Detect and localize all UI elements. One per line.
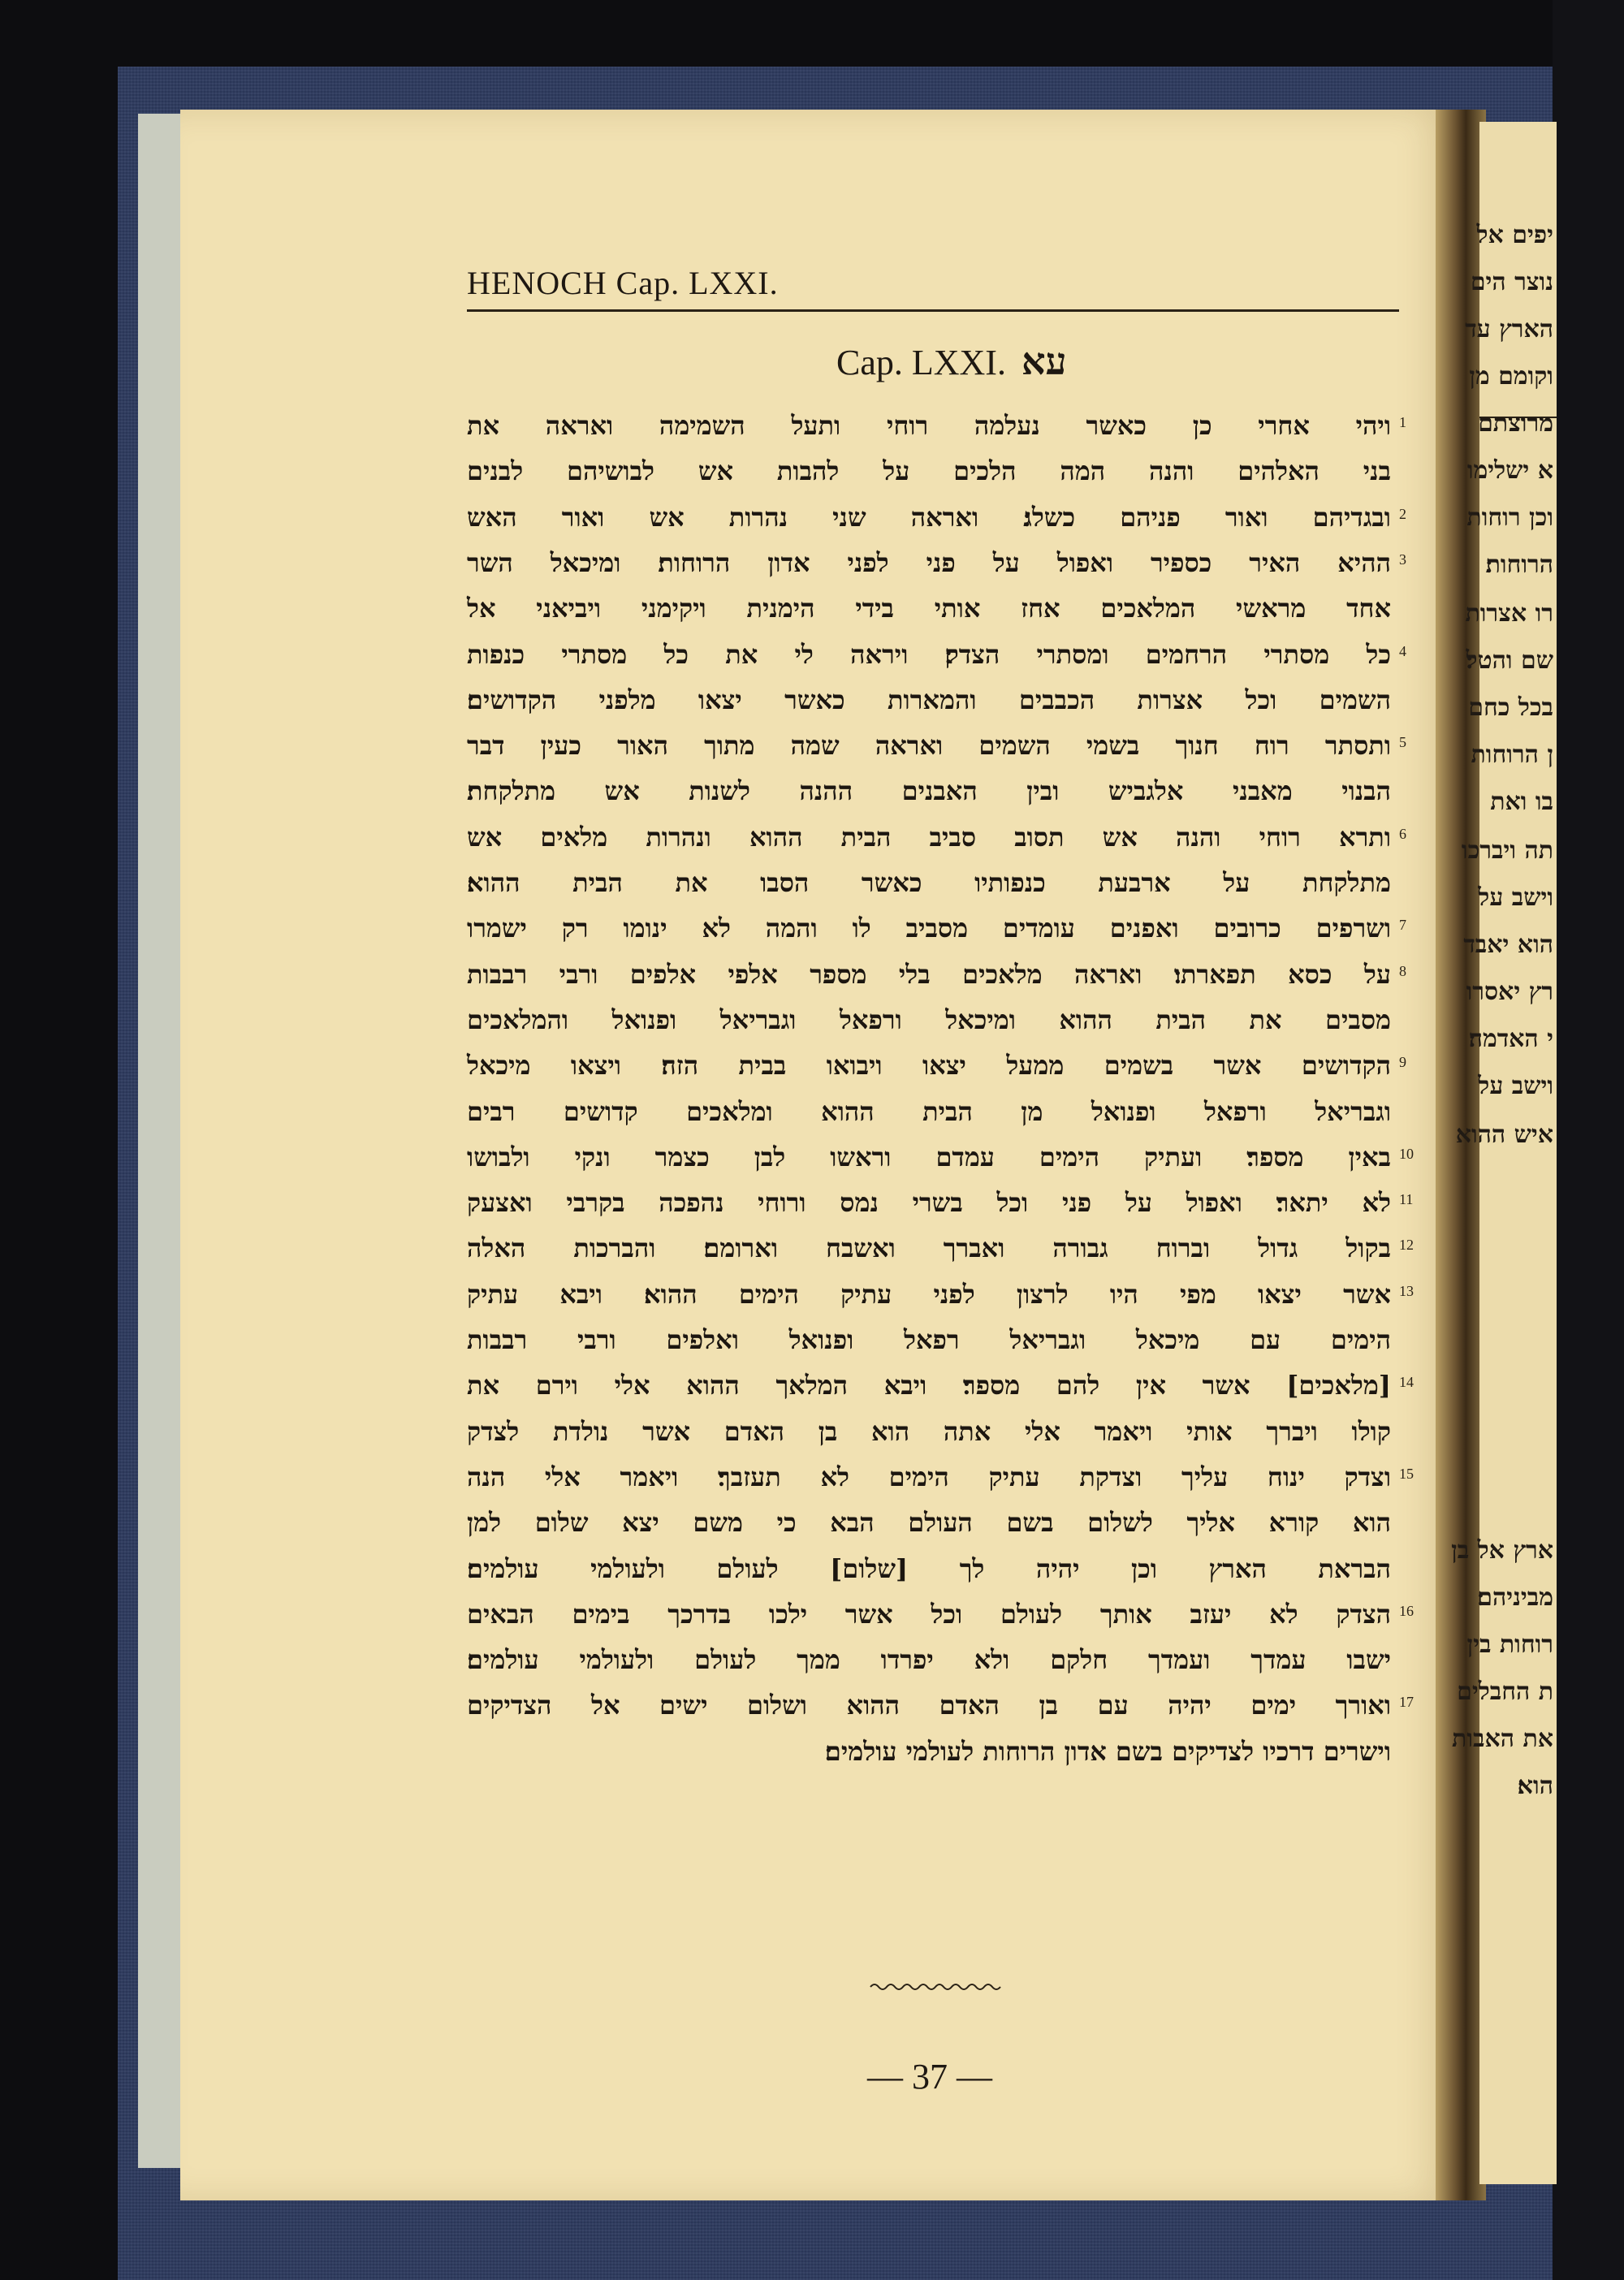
text-line: בקול גדול וברוח גבורה ואברך ואשבח וארומם׃ והברכות האלה xyxy=(467,1233,1391,1263)
facing-page-fragment: הארץ עד xyxy=(1465,315,1553,343)
text-line: לא יתאר׃ ואפול על פני וכל בשרי נמס ורוחי נהפכה בקרבי ואצעק xyxy=(467,1187,1391,1218)
facing-page-fragment: תה ויברכו xyxy=(1461,836,1553,865)
verse-number: 10 xyxy=(1399,1146,1414,1162)
facing-page-fragment: ארץ אל בן xyxy=(1451,1536,1553,1565)
facing-page-fragment: בכל כחם xyxy=(1468,693,1553,722)
text-line: הוא קורא אליך לשלום בשם העולם הבא כי משם יצא שלום למן xyxy=(467,1507,1391,1538)
text-line: ההיא האיר כספיר ואפול על פני לפני אדון הרוחות׃ ומיכאל השר xyxy=(467,547,1391,578)
text-line: ואורך ימים יהיה עם בן האדם ההוא ושלום ישים אל הצדיקים xyxy=(467,1690,1392,1721)
facing-page-fragment: הוא יאבד xyxy=(1463,931,1553,959)
facing-page-fragment: הוא׃ xyxy=(1517,1772,1553,1800)
verse-number: 1 xyxy=(1399,414,1406,430)
verse-number: 11 xyxy=(1399,1191,1414,1207)
facing-page-fragment: מרוצתם xyxy=(1478,409,1553,438)
text-line: אחד מראשי המלאכים אחז אותי בידי הימנית ויקימני ויביאני אל xyxy=(467,593,1391,624)
text-line: ישבו עמדך ועמדך חלקם ולא יפרדו ממך לעולם ולעולמי עולמים׃ xyxy=(467,1644,1391,1675)
facing-page-fragment: וכן רוחות xyxy=(1466,503,1553,532)
text-line: השמים וכל אצרות הכבבים והמארות כאשר יצאו מלפני הקדושים׃ xyxy=(467,684,1391,715)
text-line: הצדק לא יעזב אותך לעולם וכל אשר ילכו בדרכך בימים הבאים xyxy=(467,1599,1391,1630)
page-stack-edge xyxy=(138,114,184,2168)
text-line: [מלאכים] אשר אין להם מספר׃ ויבא המלאך ההוא אלי וירם את xyxy=(467,1370,1391,1401)
chapter-heading xyxy=(836,339,1067,383)
verse-number: 7 xyxy=(1399,917,1406,933)
wavy-ornament xyxy=(870,1981,1000,1993)
text-line: הימים עם מיכאל וגבריאל רפאל ופנואל ואלפים ורבי רבבות xyxy=(467,1324,1391,1355)
header-rule xyxy=(467,309,1399,312)
facing-page-fragment: איש ההוא xyxy=(1455,1121,1553,1149)
chapter-label: Cap. LXXI. xyxy=(836,343,1006,382)
text-line: מסבים את הבית ההוא ומיכאל ורפאל וגבריאל ופנואל והמלאכים xyxy=(467,1004,1391,1035)
facing-page-fragment: רץ יאסרו xyxy=(1466,978,1553,1006)
verse-number: 14 xyxy=(1399,1374,1414,1390)
verse-number: 4 xyxy=(1399,643,1406,659)
facing-page-fragment: בו ואת xyxy=(1490,788,1553,816)
facing-page-fragment: שם והטל׃ xyxy=(1466,646,1553,675)
text-line: כל מסתרי הרחמים ומסתרי הצדק׃ ויראה לי את כל מסתרי כנפות xyxy=(467,639,1391,670)
verse-number: 5 xyxy=(1399,734,1406,750)
facing-page-fragment: יפים אל xyxy=(1476,221,1553,249)
text-line: הבראת הארץ וכן יהיה לך [שלום] לעולם ולעולמי עולמים׃ xyxy=(467,1553,1391,1584)
verse-number: 17 xyxy=(1399,1694,1414,1710)
text-line: וישרים דרכיו לצדיקים בשם אדון הרוחות לעולמי עולמים׃ xyxy=(824,1736,1391,1767)
verse-number: 15 xyxy=(1399,1466,1414,1482)
text-line: הבנוי מאבני אלגביש ובין האבנים ההנה לשנות אש מתלקחת׃ xyxy=(467,775,1391,806)
text-line: וצדק ינוח עליך וצדקת עתיק הימים לא תעזבך׃ ויאמר אלי הנה xyxy=(467,1462,1391,1492)
text-line: קולו ויברך אותי ויאמר אלי אתה הוא בן האדם אשר נולדת לצדק xyxy=(467,1416,1391,1447)
facing-page-fragment: ת החבלים xyxy=(1457,1678,1553,1706)
background-edge xyxy=(1553,0,1624,2280)
facing-page-fragment: א ישלימו xyxy=(1466,456,1553,485)
text-line: וגבריאל ורפאל ופנואל מן הבית ההוא ומלאכים קדושים רבים xyxy=(467,1096,1391,1127)
facing-page-fragment: וישב על xyxy=(1478,1072,1553,1100)
facing-page xyxy=(1451,122,1557,2184)
running-head: HENOCH Cap. LXXI. xyxy=(467,265,779,301)
verse-number: 3 xyxy=(1399,551,1406,568)
verse-number: 12 xyxy=(1399,1237,1414,1253)
text-line: ותרא רוחי והנה אש תסוב סביב הבית ההוא ונהרות מלאים אש xyxy=(467,822,1391,853)
text-line: ובגדיהם ואור פניהם כשלג׃ ואראה שני נהרות אש ואור האש xyxy=(467,502,1391,533)
facing-page-fragment: הרוחות׃ xyxy=(1485,551,1553,579)
facing-page-fragment: וקומם מן xyxy=(1469,362,1553,391)
verse-number: 2 xyxy=(1399,506,1406,522)
verse-number: 8 xyxy=(1399,963,1406,979)
verse-number: 13 xyxy=(1399,1283,1414,1299)
text-line: ושרפים כרובים ואפנים עומדים מסביב לו והמה לא ינומו רק ישמרו xyxy=(467,913,1391,944)
verse-number: 9 xyxy=(1399,1054,1406,1070)
facing-page-fragment: מביניהם׃ xyxy=(1477,1583,1553,1612)
verse-number: 16 xyxy=(1399,1603,1414,1619)
facing-page-fragment: וישב על xyxy=(1478,883,1553,912)
text-line: ותסתר רוח חנוך בשמי השמים ואראה שמה מתוך האור כעין דבר xyxy=(467,730,1392,761)
text-line: בני האלהים והנה המה הלכים על להבות אש לבושיהם לבנים xyxy=(467,456,1391,486)
chapter-hebrew-numeral: עא xyxy=(1021,339,1067,383)
facing-page-fragment: רו אצרות xyxy=(1465,599,1553,628)
page-number: — 37 — xyxy=(867,2057,992,2096)
verse-number: 6 xyxy=(1399,826,1406,842)
text-line: באין מספר׃ ועתיק הימים עמדם וראשו לבן כצמר ונקי ולבושו xyxy=(467,1142,1392,1172)
text-line: אשר יצאו מפי היו לרצון לפני עתיק הימים ההוא׃ ויבא עתיק xyxy=(467,1279,1392,1310)
facing-page-fragment: ן הרוחות xyxy=(1471,741,1553,769)
text-line: מתלקחת על ארבעת כנפותיו כאשר הסבו את הבית ההוא׃ xyxy=(467,867,1391,898)
text-line: על כסא תפארתו׃ ואראה מלאכים בלי מספר אלפי אלפים ורבי רבבות xyxy=(467,959,1391,990)
facing-page-fragment: י האדמה׃ xyxy=(1468,1025,1553,1053)
facing-page-fragment: רוחות בין xyxy=(1466,1630,1553,1659)
facing-page-fragment: נוצר הים xyxy=(1470,268,1553,296)
facing-page-fragment: את האבות xyxy=(1452,1725,1553,1753)
text-line: הקדושים אשר בשמים ממעל יצאו ויבואו בבית הזה׃ ויצאו מיכאל xyxy=(467,1050,1392,1081)
text-line: ויהי אחרי כן כאשר נעלמה רוחי ותעל השמימה ואראה את xyxy=(467,410,1392,441)
